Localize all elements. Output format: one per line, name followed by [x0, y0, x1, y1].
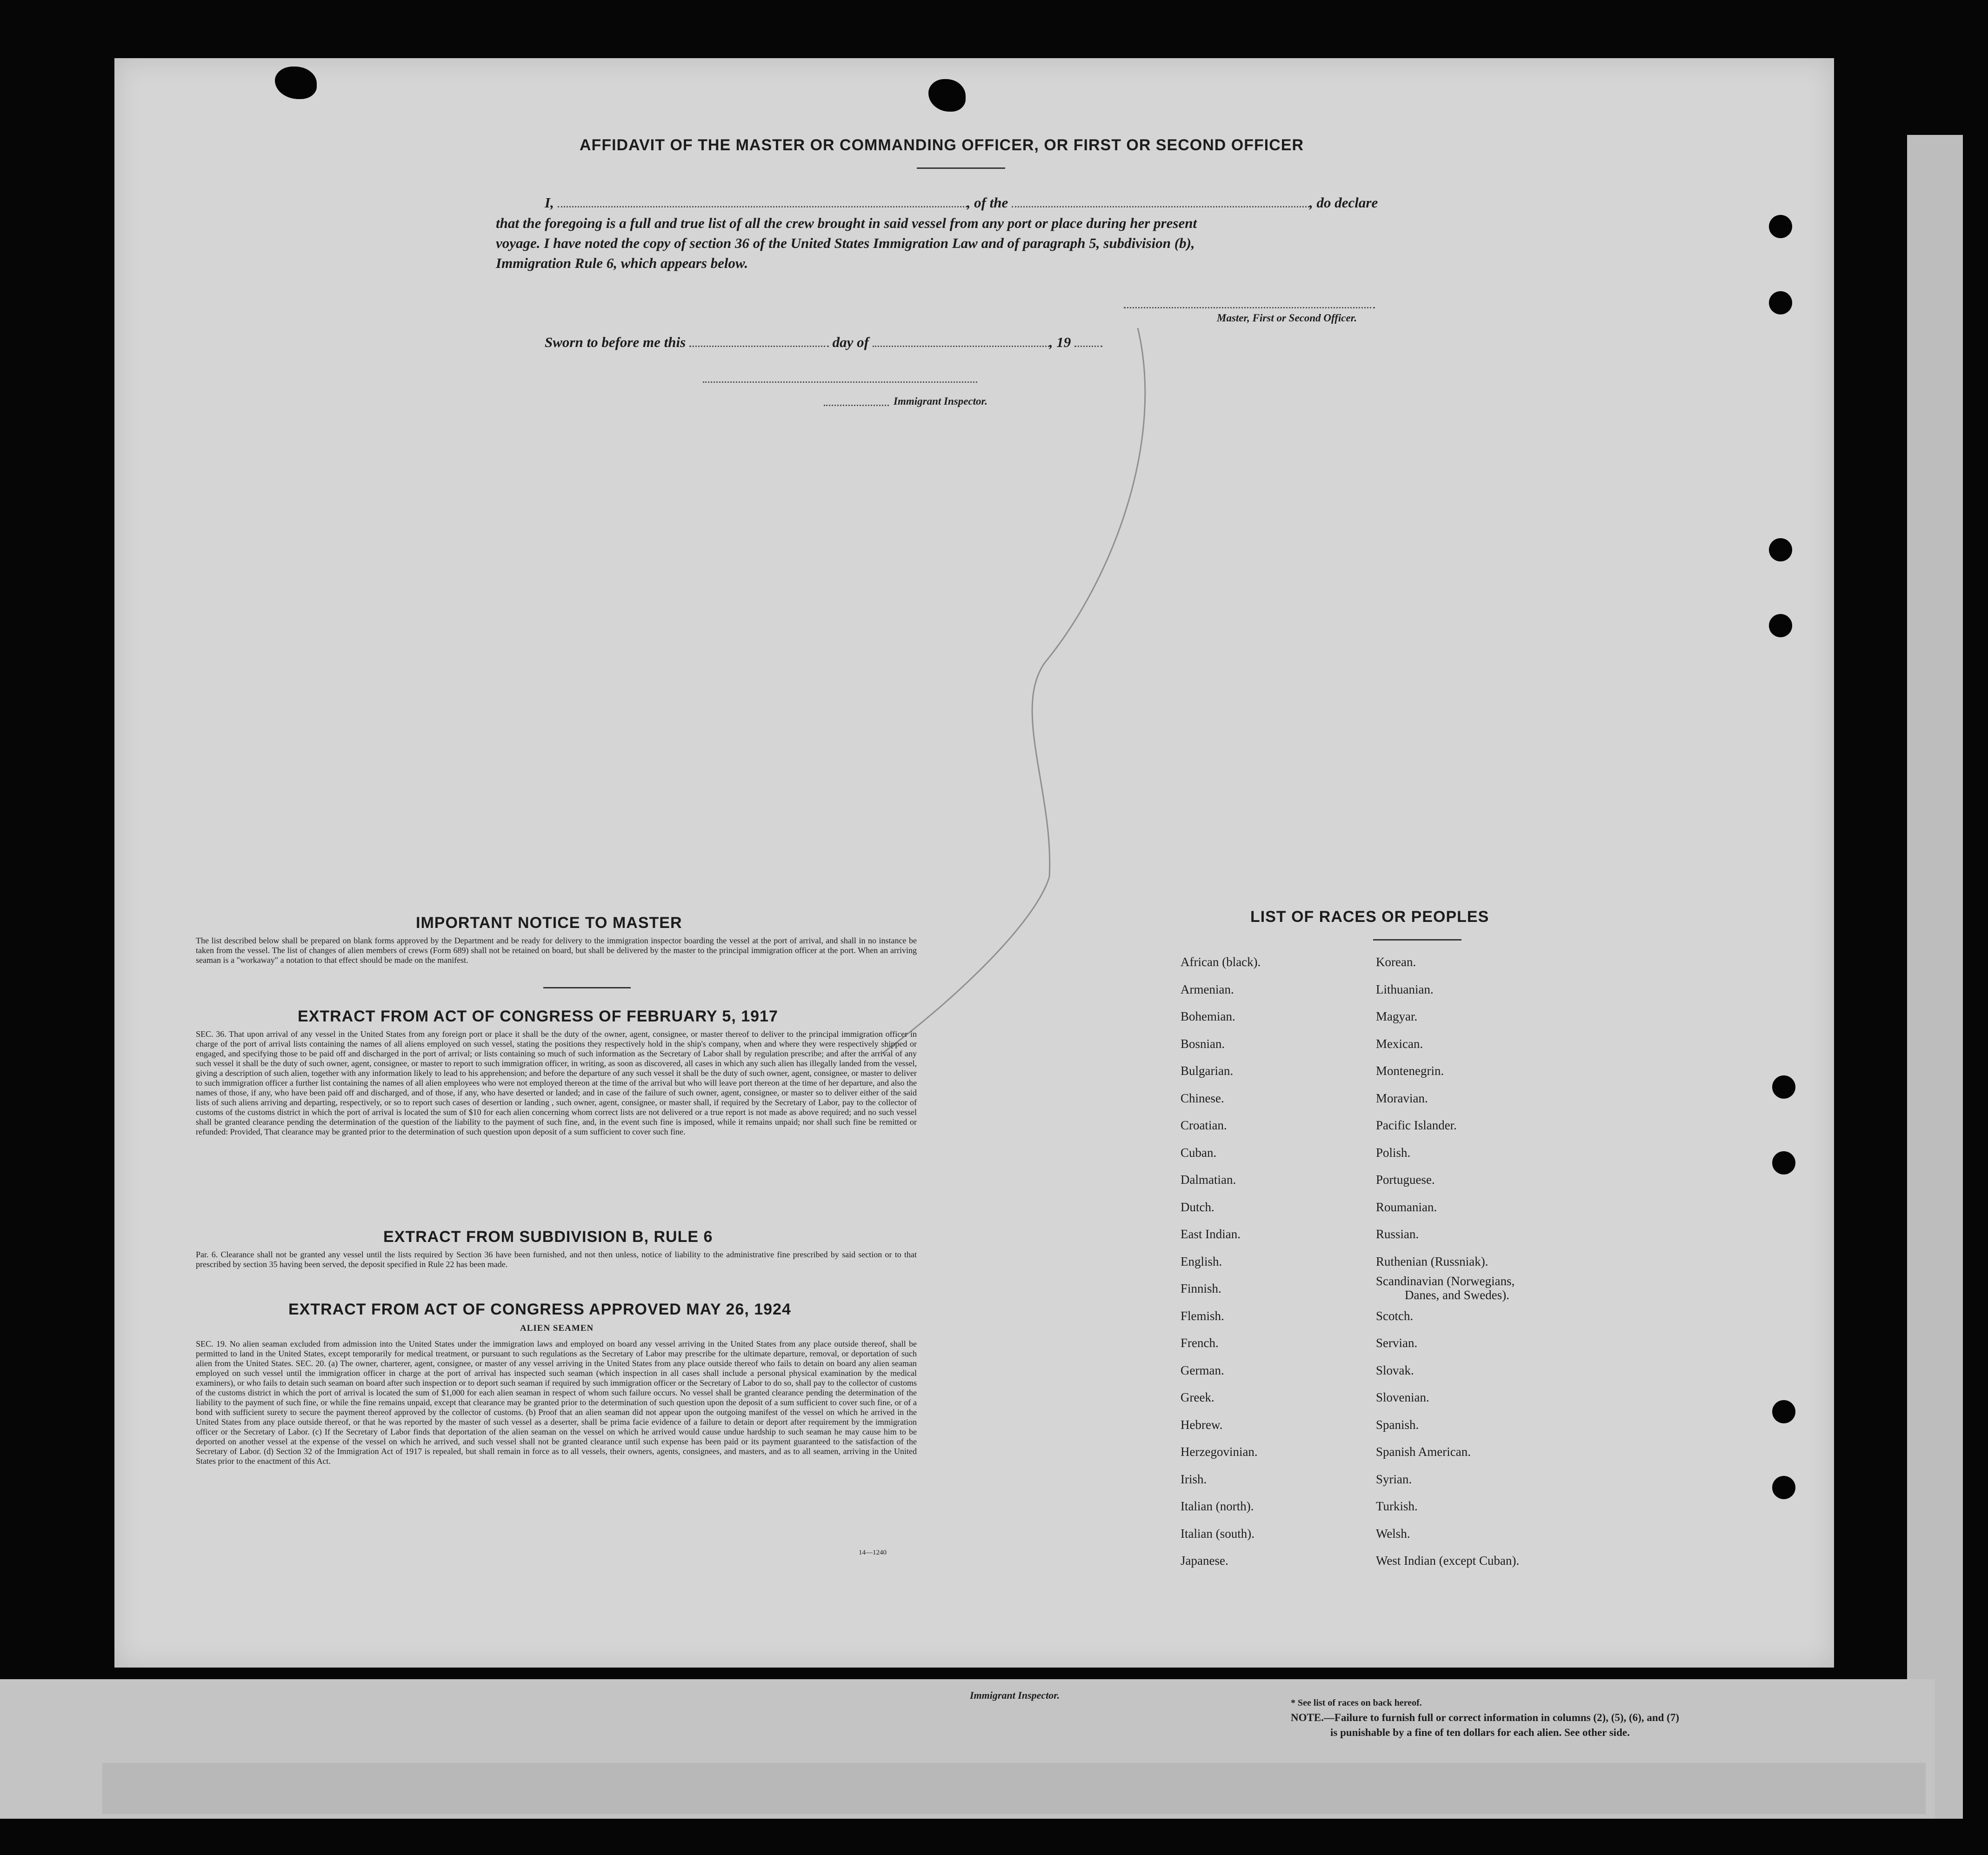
- punch-hole: [1772, 1075, 1795, 1099]
- race-item: Slovak.: [1376, 1363, 1414, 1377]
- race-item: Hebrew.: [1181, 1418, 1223, 1432]
- affidavit-i: I,: [545, 194, 554, 211]
- inspector-label: Immigrant Inspector.: [894, 395, 987, 407]
- race-item: Scandinavian (Norwegians,: [1376, 1274, 1515, 1288]
- race-item: Bosnian.: [1181, 1037, 1225, 1051]
- race-item: Japanese.: [1181, 1554, 1228, 1568]
- race-item: Polish.: [1376, 1146, 1411, 1160]
- underneath-inspector: Immigrant Inspector.: [970, 1689, 1060, 1701]
- race-item: Dalmatian.: [1181, 1173, 1236, 1187]
- master-signature-label: Master, First or Second Officer.: [1217, 312, 1357, 324]
- race-item: Cuban.: [1181, 1146, 1217, 1160]
- punch-hole: [1769, 538, 1792, 561]
- race-item: Italian (north).: [1181, 1499, 1254, 1513]
- affidavit-line-3: voyage. I have noted the copy of section 36 of the United States Immigration Law and of paragraph 5, subdivision (b),: [496, 235, 1195, 251]
- form-number: 14—1240: [859, 1549, 887, 1556]
- extract-rule6-text: Par. 6. Clearance shall not be granted any vessel until the lists required by Section 36 have been furnished, and not then unless, notice of liability to the administrative fine prescribed by said section or to that prescribed by section 35 having been served, the deposit specified in Rule 22 has been made.: [196, 1250, 917, 1269]
- torn-mark-left: [275, 67, 317, 99]
- document-sheet: [114, 58, 1834, 1668]
- affidavit-declare: , do declare: [1309, 194, 1378, 211]
- race-item: Flemish.: [1181, 1309, 1224, 1323]
- race-item: Irish.: [1181, 1472, 1207, 1486]
- notice-rule: [543, 987, 631, 988]
- extract-1917-text: SEC. 36. That upon arrival of any vessel in the United States from any foreign port or place it shall be the duty of the owner, agent, consignee, or master thereof to deliver to the principal immigration officer in charge of the port of arrival lists containing the names of all aliens employed on such vessel, stating the positions they respectively hold in the ship's company, when and where they were respectively shipped or engaged, and specifying those to be paid off and discharged in the port of arrival; or lists containing so much of such information as the Secretary of Labor shall by regulation prescribe; and after the arrival of any such vessel it shall be the duty of such owner, agent, consignee, or master to report to such immigration officer, in writing, as soon as discovered, all cases in which any such alien has illegally landed from the vessel, giving a description of such alien, together with any information likely to lead to his apprehension; and before the departure of any such vessel it shall be the duty of such owner, agent, consignee, or master to deliver to such immigration officer a further list containing the names of all alien employees who were not employed thereon at the time of the arrival but who will leave port thereon at the time of her departure, and also the names of those, if any, who have been paid off and discharged, and of those, if any, who have deserted or landed; and in case of the failure of such owner, agent, consignee, or master so to deliver either of the said lists of such aliens arriving and departing, respectively, or so to report such cases of desertion or landing , such owner, agent, consignee, or master shall, if required by the Secretary of Labor, pay to the collector of customs of the customs district in which the port of arrival is located the sum of $10 for each alien concerning whom correct lists are not delivered or a true report is not made as above required; and no such vessel shall be granted clearance pending the determination of the question of the liability to the payment of such fine, and, in the event such fine is imposed, while it remains unpaid; nor shall such fine be remitted or refunded: Provided, That clearance may be granted prior to the determination of such question upon deposit of a sum sufficient to cover such fine.: [196, 1029, 917, 1136]
- affidavit-title: AFFIDAVIT OF THE MASTER OR COMMANDING OFFICER, OR FIRST OR SECOND OFFICER: [580, 136, 1304, 154]
- notice-title: IMPORTANT NOTICE TO MASTER: [416, 914, 682, 932]
- affidavit-line-4: Immigration Rule 6, which appears below.: [496, 255, 748, 271]
- races-title: LIST OF RACES OR PEOPLES: [1250, 908, 1489, 926]
- race-item: Herzegovinian.: [1181, 1445, 1258, 1459]
- notice-text: The list described below shall be prepared on blank forms approved by the Department and be ready for delivery to the immigration inspector boarding the vessel at the port of arrival, and shall in no instance be taken from the vessel. The list of changes of alien members of crews (Form 689) shall not be retained on board, but shall be delivered by the master to the principal immigration officer at the port. When an arriving seaman is a "workaway" a notation to that effect should be made on the manifest.: [196, 936, 917, 965]
- extract-1924-text: SEC. 19. No alien seaman excluded from admission into the United States under the immigration laws and employed on board any vessel arriving in the United States from any place outside thereof, shall be permitted to land in the United States, except temporarily for medical treatment, or pursuant to such regulations as the Secretary of Labor may prescribe for the ultimate departure, removal, or deportation of such alien from the United States. SEC. 20. (a) The owner, charterer, agent, consignee, or master of any vessel arriving in the United States from any place outside thereof who fails to detain on board any alien seaman employed on such vessel until the immigration officer in charge at the port of arrival has inspected such seaman (which inspection in all cases shall include a personal physical examination by the medical examiners), or who fails to detain such seaman on board after such inspection or to deport such seaman if required by such immigration officer or the Secretary of Labor to do so, shall pay to the collector of customs of the customs district in which the port of arrival is located the sum of $1,000 for each alien seaman in respect of whom such failure occurs. No vessel shall be granted clearance pending the determination of the liability to the payment of such fine, or while the fine remains unpaid, except that clearance may be granted prior to the determination of such question upon the deposit of a sum sufficient to cover such fine, or of a bond with sufficient surety to secure the payment thereof approved by the collector of customs. (b) Proof that an alien seaman did not appear upon the outgoing manifest of the vessel on which he arrived in the United States from any place outside thereof, or that he was reported by the master of such vessel as a deserter, shall be prima facie evidence of a failure to detain or deport after requirement by the immigration officer or the Secretary of Labor. (c) If the Secretary of Labor finds that deportation of the alien seaman on the vessel on which he arrived would cause undue hardship to such seaman he may cause him to be deported on another vessel at the expense of the vessel on which he arrived, and such vessel shall not be granted clearance until such expense has been paid or its payment guaranteed to the satisfaction of the Secretary of Labor. (d) Section 32 of the Immigration Act of 1917 is repealed, but shall remain in force as to all vessels, their owners, agents, consignees, and masters, and as to all seamen, arriving in the United States prior to the enactment of this Act.: [196, 1339, 917, 1466]
- race-item: German.: [1181, 1363, 1224, 1377]
- race-item: Korean.: [1376, 955, 1416, 969]
- race-item: Roumanian.: [1376, 1200, 1437, 1214]
- sworn-day-of: day of: [832, 334, 869, 350]
- race-item: Lithuanian.: [1376, 982, 1434, 996]
- affidavit-line-2: that the foregoing is a full and true list of all the crew brought in said vessel from any port or place during her present: [496, 215, 1197, 231]
- extract-1924-title: EXTRACT FROM ACT OF CONGRESS APPROVED MAY 26, 1924: [288, 1301, 791, 1318]
- races-title-rule: [1373, 939, 1461, 941]
- race-item: Slovenian.: [1376, 1390, 1429, 1404]
- race-item: Servian.: [1376, 1336, 1418, 1350]
- race-item: Turkish.: [1376, 1499, 1418, 1513]
- extract-1917-title: EXTRACT FROM ACT OF CONGRESS OF FEBRUARY 5, 1917: [298, 1008, 778, 1025]
- race-item: Italian (south).: [1181, 1527, 1254, 1541]
- race-item: Syrian.: [1376, 1472, 1412, 1486]
- race-item: Chinese.: [1181, 1091, 1224, 1105]
- punch-hole: [1769, 291, 1792, 314]
- affidavit-title-rule: [917, 167, 1005, 169]
- underlying-sheet-bottom-2: [102, 1763, 1926, 1814]
- underneath-note-2: NOTE.—Failure to furnish full or correct information in columns (2), (5), (6), and (7): [1291, 1712, 1679, 1723]
- race-item: Pacific Islander.: [1376, 1118, 1457, 1132]
- race-item: Welsh.: [1376, 1527, 1410, 1541]
- race-item: West Indian (except Cuban).: [1376, 1554, 1520, 1568]
- torn-mark-center: [928, 79, 966, 112]
- race-item: French.: [1181, 1336, 1219, 1350]
- race-item: African (black).: [1181, 955, 1261, 969]
- race-item: Bulgarian.: [1181, 1064, 1234, 1078]
- race-item: Montenegrin.: [1376, 1064, 1444, 1078]
- punch-hole: [1772, 1151, 1795, 1174]
- race-item: Moravian.: [1376, 1091, 1428, 1105]
- race-item: Scotch.: [1376, 1309, 1414, 1323]
- sworn-year: , 19: [1049, 334, 1071, 350]
- race-item: Croatian.: [1181, 1118, 1227, 1132]
- race-item: Russian.: [1376, 1227, 1419, 1241]
- race-item: Magyar.: [1376, 1009, 1418, 1023]
- extract-rule6-title: EXTRACT FROM SUBDIVISION B, RULE 6: [383, 1228, 713, 1246]
- punch-hole: [1772, 1400, 1795, 1423]
- race-item: Armenian.: [1181, 982, 1234, 996]
- race-item: Spanish American.: [1376, 1445, 1471, 1459]
- race-item-continued: Danes, and Swedes).: [1405, 1288, 1509, 1302]
- extract-1924-subtitle: ALIEN SEAMEN: [520, 1323, 594, 1333]
- affidavit-line-1: [545, 193, 1554, 212]
- sworn-day-blank: [689, 346, 829, 347]
- punch-hole: [1769, 614, 1792, 637]
- underlying-sheet-right: [1907, 135, 1963, 1819]
- race-item: Spanish.: [1376, 1418, 1419, 1432]
- underneath-note-3: is punishable by a fine of ten dollars for each alien. See other side.: [1330, 1727, 1630, 1738]
- race-item: English.: [1181, 1254, 1222, 1268]
- punch-hole: [1769, 215, 1792, 238]
- underneath-note-1: * See list of races on back hereof.: [1291, 1698, 1422, 1708]
- punch-hole: [1772, 1476, 1795, 1499]
- race-item: Greek.: [1181, 1390, 1214, 1404]
- affidavit-of-the: , of the: [967, 194, 1008, 211]
- race-item: Dutch.: [1181, 1200, 1214, 1214]
- race-item: Finnish.: [1181, 1281, 1221, 1295]
- master-signature-line: [1124, 307, 1375, 308]
- race-item: Ruthenian (Russniak).: [1376, 1254, 1488, 1268]
- race-item: Mexican.: [1376, 1037, 1423, 1051]
- race-item: Portuguese.: [1376, 1173, 1435, 1187]
- vessel-blank: [1012, 206, 1309, 207]
- sworn-text: Sworn to before me this: [545, 334, 686, 350]
- name-blank: [558, 206, 967, 207]
- race-item: Bohemian.: [1181, 1009, 1235, 1023]
- race-item: East Indian.: [1181, 1227, 1241, 1241]
